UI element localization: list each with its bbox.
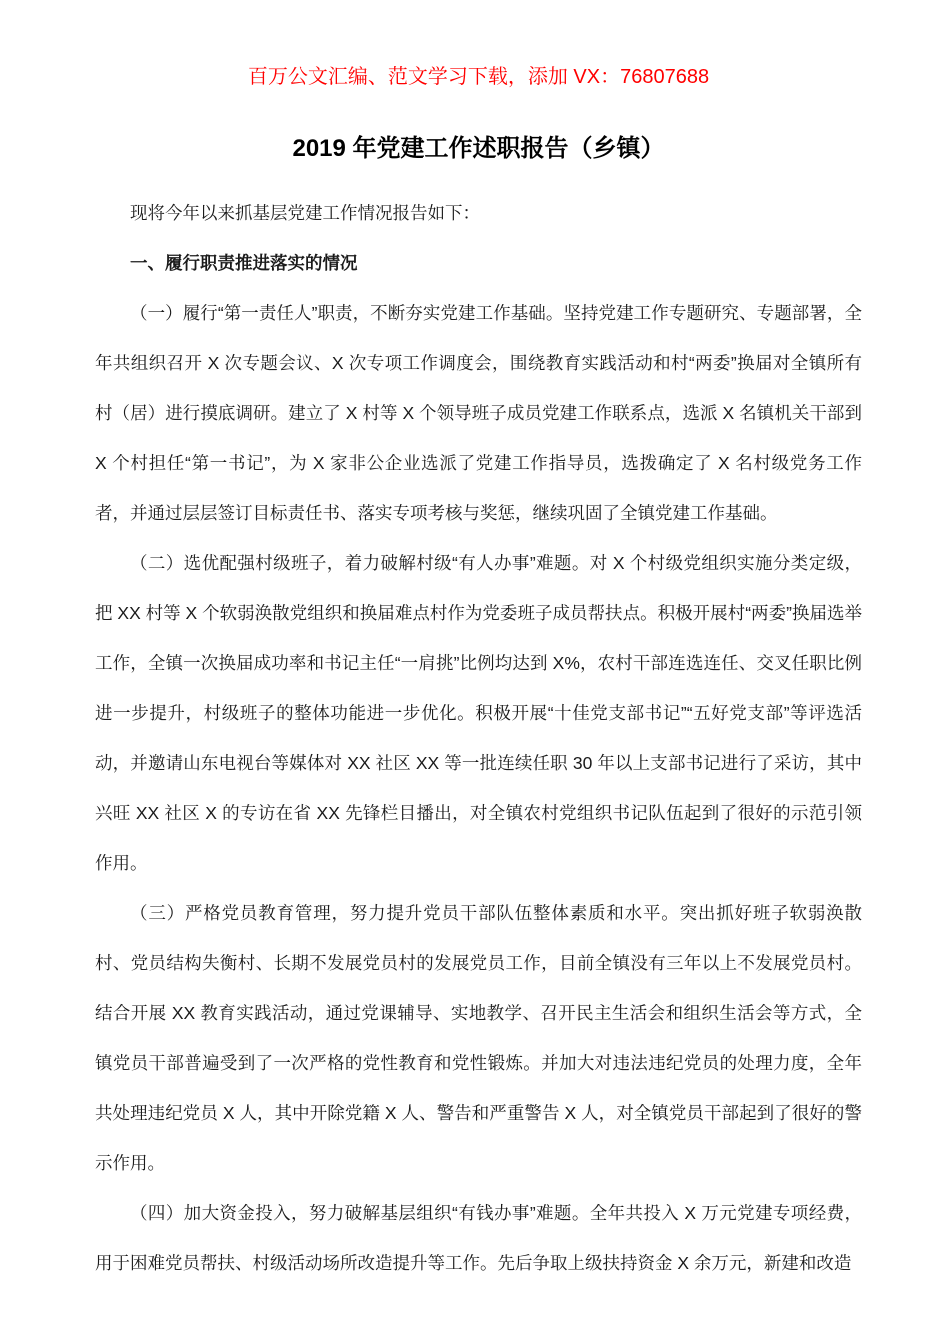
section-heading: 一、履行职责推进落实的情况 [130,253,358,273]
body-paragraph: （四）加大资金投入，努力破解基层组织“有钱办事”难题。全年共投入 X 万元党建专项经费，用于困难党员帮扶、村级活动场所改造提升等工作。先后争取上级扶持资金 X 余万元，新建和改造 [95,1203,862,1273]
body-paragraph: （一）履行“第一责任人”职责，不断夯实党建工作基础。坚持党建工作专题研究、专题部署，全年共组织召开 X 次专题会议、X 次专项工作调度会，围绕教育实践活动和村“两委”换届对全镇所有村（居）进行摸底调研。建立了 X 村等 X 个领导班子成员党建工作联系点，选派 X 名镇机关干部到 X 个村担任“第一书记”，为 X 家非公企业选派了党建工作指导员，选拨确定了 X 名村级党务工作者，并通过层层签订目标责任书、落实专项考核与奖惩，继续巩固了全镇党建工作基础。 [95,303,862,523]
intro-paragraph: 现将今年以来抓基层党建工作情况报告如下： [130,203,480,223]
promo-notice: 百万公文汇编、范文学习下载，添加 VX：76807688 [247,66,710,88]
document-body [95,188,862,1288]
document-title: 2019 年党建工作述职报告（乡镇） [292,135,665,162]
body-paragraph: （三）严格党员教育管理，努力提升党员干部队伍整体素质和水平。突出抓好班子软弱涣散村、党员结构失衡村、长期不发展党员村的发展党员工作，目前全镇没有三年以上不发展党员村。结合开展 XX 教育实践活动，通过党课辅导、实地教学、召开民主生活会和组织生活会等方式，全镇党员干部普遍受到了一次严格的党性教育和党性锻炼。并加大对违法违纪党员的处理力度，全年共处理违纪党员 X 人，其中开除党籍 X 人、警告和严重警告 X 人，对全镇党员干部起到了很好的警示作用。 [95,903,862,1173]
document-page [0,52,950,1344]
body-paragraph: （二）选优配强村级班子，着力破解村级“有人办事”难题。对 X 个村级党组织实施分类定级，把 XX 村等 X 个软弱涣散党组织和换届难点村作为党委班子成员帮扶点。积极开展村“两委”换届选举工作，全镇一次换届成功率和书记主任“一肩挑”比例均达到 X%，农村干部连选连任、交叉任职比例进一步提升，村级班子的整体功能进一步优化。积极开展“十佳党支部书记”“五好党支部”等评选活动，并邀请山东电视台等媒体对 XX 社区 XX 等一批连续任职 30 年以上支部书记进行了采访，其中兴旺 XX 社区 X 的专访在省 XX 先锋栏目播出，对全镇农村党组织书记队伍起到了很好的示范引领作用。 [95,553,862,873]
